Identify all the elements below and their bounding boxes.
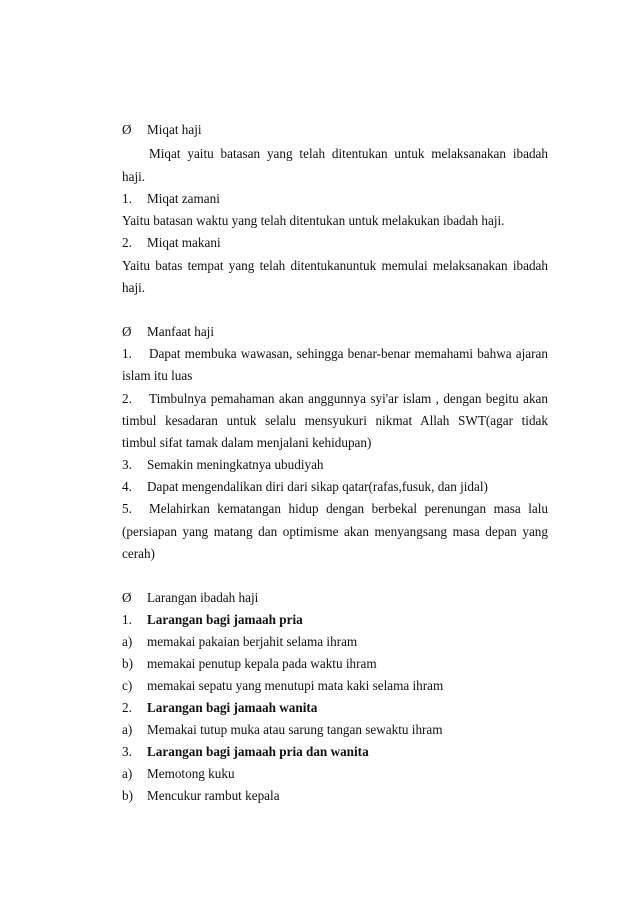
larangan-heading: Ø Larangan ibadah haji xyxy=(122,587,548,608)
manfaat-item-4: 4. Dapat mengendalikan diri dari sikap qatar(rafas,fusuk, dan jidal) xyxy=(122,479,488,494)
larangan-wanita-a: a) Memakai tutup muka atau sarung tangan sewaktu ihram xyxy=(122,722,443,737)
miqat-definition-line-1: Miqat yaitu batasan yang telah ditentukan untuk melaksanakan ibadah xyxy=(149,146,548,161)
bullet-icon: Ø xyxy=(122,324,132,339)
manfaat-item-2-cont-2: timbul sifat tamak dalam menjalani kehidupan) xyxy=(122,435,372,450)
larangan-pria-a: a) memakai pakaian berjahit selama ihram xyxy=(122,634,358,649)
miqat-makani-item: 2. Miqat makani xyxy=(122,235,221,250)
larangan-pria-heading: 1. Larangan bagi jamaah pria xyxy=(122,612,303,627)
miqat-makani-text-line-2: haji. xyxy=(122,280,146,295)
larangan-keduanya-a: a) Memotong kuku xyxy=(122,766,235,781)
manfaat-item-5-cont-2: cerah) xyxy=(122,546,155,561)
larangan-keduanya-b: b) Mencukur rambut kepala xyxy=(122,788,280,803)
miqat-makani-text-line-1: Yaitu batas tempat yang telah ditentukanuntuk memulai melaksanakan ibadah xyxy=(122,258,548,273)
manfaat-heading: Ø Manfaat haji xyxy=(122,321,548,342)
larangan-wanita-heading: 2. Larangan bagi jamaah wanita xyxy=(122,700,318,715)
manfaat-item-2: 2. Timbulnya pemahaman akan anggunnya syi'ar islam , dengan begitu akan xyxy=(122,391,548,406)
manfaat-item-2-cont-1: timbul kesadaran untuk selalu mensyukuri nikmat Allah SWT(agar tidak xyxy=(122,413,548,428)
larangan-keduanya-heading: 3. Larangan bagi jamaah pria dan wanita xyxy=(122,744,369,759)
bullet-icon: Ø xyxy=(122,122,132,137)
manfaat-item-1-cont: islam itu luas xyxy=(122,368,193,383)
manfaat-item-1: 1. Dapat membuka wawasan, sehingga benar-benar memahami bahwa ajaran xyxy=(122,346,548,361)
manfaat-item-5-cont-1: (persiapan yang matang dan optimisme akan menyangsang masa depan yang xyxy=(122,524,548,539)
manfaat-item-5: 5. Melahirkan kematangan hidup dengan berbekal perenungan masa lalu xyxy=(122,501,548,516)
miqat-heading: Ø Miqat haji xyxy=(122,119,548,140)
miqat-zamani-text: Yaitu batasan waktu yang telah ditentukan untuk melakukan ibadah haji. xyxy=(122,213,505,228)
larangan-pria-c: c) memakai sepatu yang menutupi mata kaki selama ihram xyxy=(122,678,444,693)
miqat-zamani-item: 1. Miqat zamani xyxy=(122,191,220,206)
bullet-icon: Ø xyxy=(122,590,132,605)
miqat-definition-line-2: haji. xyxy=(122,169,146,184)
manfaat-item-3: 3. Semakin meningkatnya ubudiyah xyxy=(122,457,324,472)
larangan-pria-b: b) memakai penutup kepala pada waktu ihram xyxy=(122,656,377,671)
